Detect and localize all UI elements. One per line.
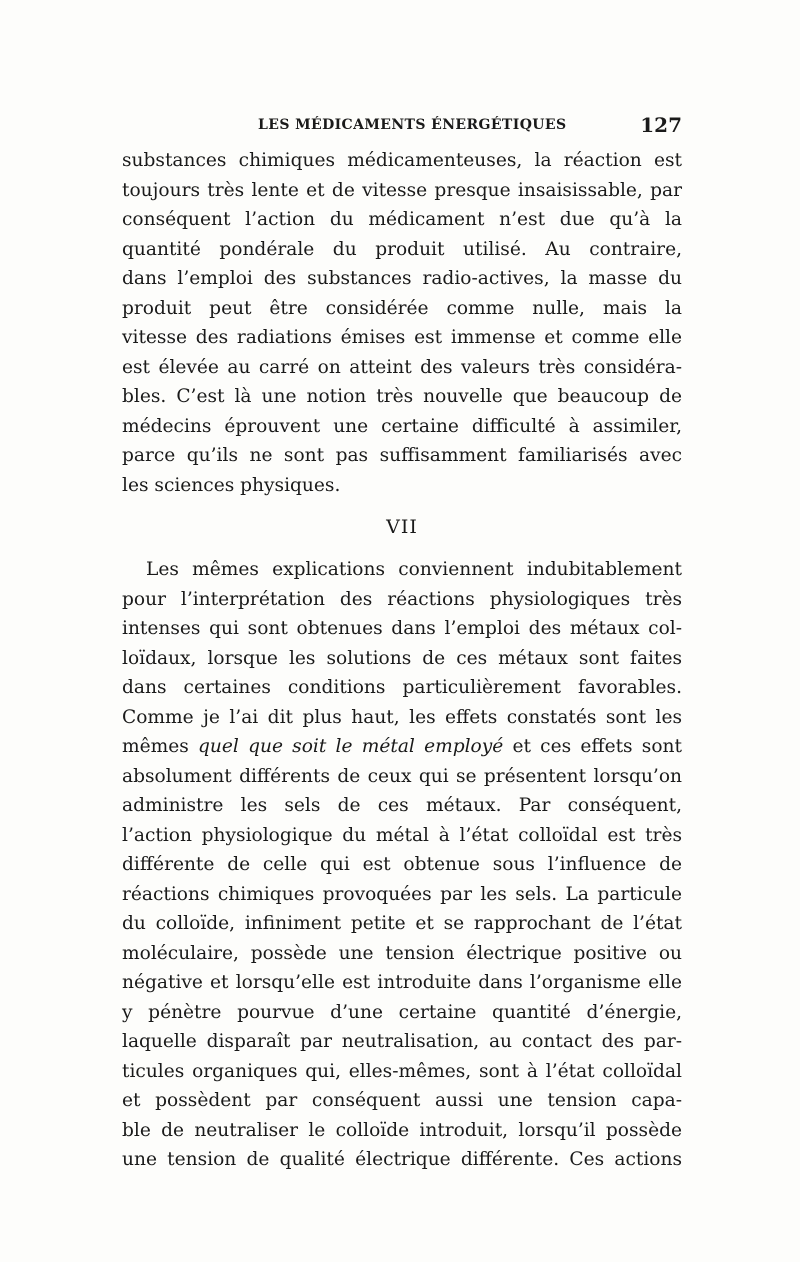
paragraph-2: [122, 555, 682, 1175]
text-line: du colloïde, infiniment petite et se rapprochant de l’état: [122, 913, 682, 934]
text-block: [122, 146, 682, 1175]
text-line: y pénètre pourvue d’une certaine quantité d’énergie,: [122, 1001, 682, 1023]
text-line: dans l’emploi des substances radio-actives, la masse du: [122, 268, 682, 289]
text-line: les sciences physiques.: [122, 474, 341, 496]
text-line: différente de celle qui est obtenue sous l’influence de: [122, 854, 682, 875]
text-line: moléculaire, possède une tension électrique positive ou: [122, 942, 682, 964]
text-line: négative et lorsqu’elle est introduite dans l’organisme elle: [122, 972, 682, 993]
text-line: ble de neutraliser le colloïde introduit, lorsqu’il possède: [122, 1119, 682, 1141]
text-line: toujours très lente et de vitesse presque insaisissable, par: [122, 179, 682, 201]
section-heading: VII: [386, 516, 418, 538]
emphasized-phrase: quel que soit le métal employé: [198, 736, 504, 757]
text-line: médecins éprouvent une certaine difficulté à assimiler,: [122, 415, 682, 437]
text-line: loïdaux, lorsque les solutions de ces métaux sont faites: [122, 647, 682, 669]
text-line: parce qu’ils ne sont pas suffisamment familiarisés avec: [122, 445, 682, 466]
text-line: pour l’interprétation des réactions physiologiques très: [122, 588, 682, 610]
text-line: est élevée au carré on atteint des valeurs très considéra-: [122, 356, 682, 378]
paragraph-1: [122, 146, 682, 500]
text-line: Comme je l’ai dit plus haut, les effets constatés sont les: [122, 706, 682, 728]
text-line: produit peut être considérée comme nulle, mais la: [122, 297, 682, 319]
running-title: LES MÉDICAMENTS ÉNERGÉTIQUES: [258, 117, 567, 133]
text-line: dans certaines conditions particulièrement favorables.: [122, 677, 682, 698]
line-end: et ces effets sont: [503, 736, 682, 757]
text-line-with-emphasis: [122, 732, 682, 762]
text-line: intenses qui sont obtenues dans l’emploi des métaux col-: [122, 618, 682, 639]
text-line: bles. C’est là une notion très nouvelle que beaucoup de: [122, 386, 682, 407]
text-line: conséquent l’action du médicament n’est due qu’à la: [122, 209, 682, 230]
text-line: ticules organiques qui, elles-mêmes, sont à l’état colloïdal: [122, 1060, 682, 1082]
text-line: réactions chimiques provoquées par les sels. La particule: [122, 883, 682, 905]
text-line: absolument différents de ceux qui se présentent lorsqu’on: [122, 765, 682, 787]
text-line: et possèdent par conséquent aussi une tension capa-: [122, 1090, 682, 1111]
running-head: [122, 115, 682, 139]
text-line: l’action physiologique du métal à l’état colloïdal est très: [122, 824, 682, 846]
text-line: une tension de qualité électrique différente. Ces actions: [122, 1149, 682, 1170]
text-line: vitesse des radiations émises est immense et comme elle: [122, 327, 682, 348]
text-line: administre les sels de ces métaux. Par conséquent,: [122, 795, 682, 816]
text-line: Les mêmes explications conviennent indubitablement: [146, 559, 682, 580]
text-line: laquelle disparaît par neutralisation, au contact des par-: [122, 1031, 682, 1052]
line-start: mêmes: [122, 736, 199, 757]
page-number: 127: [640, 113, 682, 137]
text-line: quantité pondérale du produit utilisé. Au contraire,: [122, 238, 682, 260]
text-line: substances chimiques médicamenteuses, la réaction est: [122, 150, 682, 171]
